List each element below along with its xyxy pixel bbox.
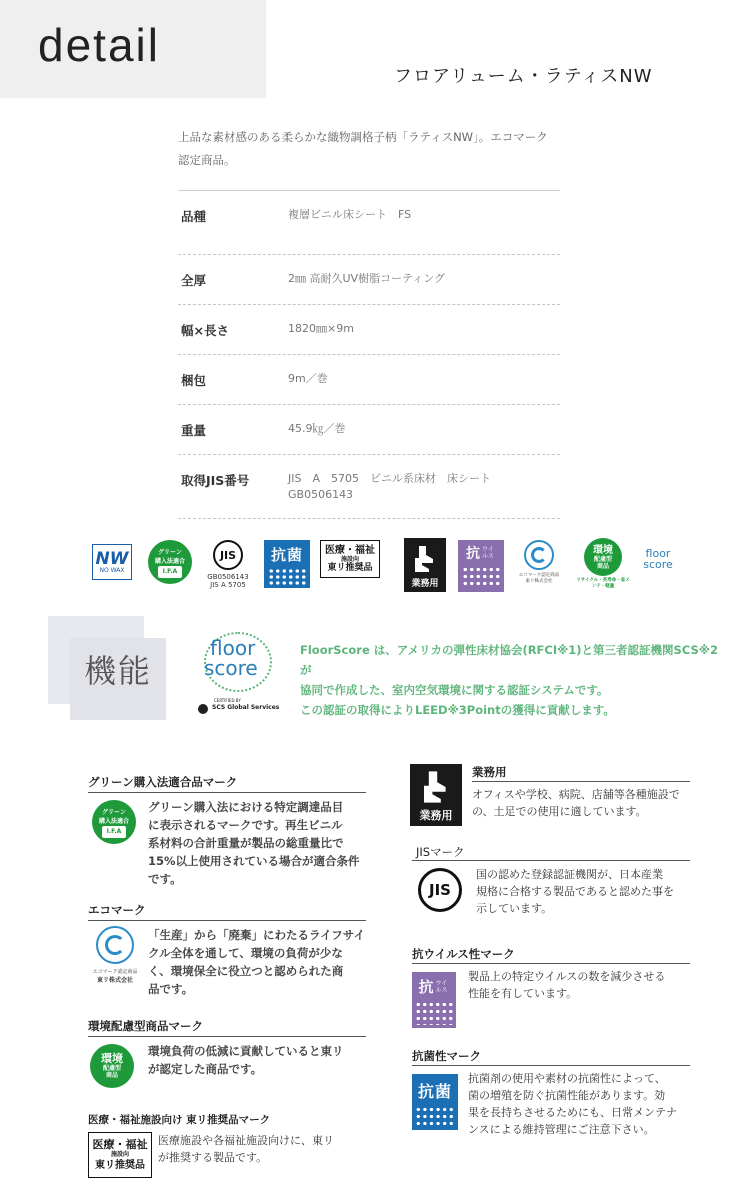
eco-section-body: [148, 926, 368, 998]
body-line: 系材料の合計重量が製品の総重量比で: [148, 836, 344, 850]
boots-icon: [418, 769, 454, 805]
commercial-use-icon: [404, 538, 446, 592]
green-label-top: グリーン: [158, 548, 182, 556]
spec-value-line-2: GB0506143: [288, 488, 354, 501]
env-circle: [584, 538, 622, 576]
spec-value-line-1: JIS A 5705 ビニル系床材 床シート: [288, 472, 491, 485]
env-section-body: [148, 1042, 368, 1078]
jis-number-1: GB0506143: [207, 573, 249, 581]
env-line-2: 配慮型: [102, 1065, 121, 1072]
virus-section-rule: [412, 963, 690, 964]
jis-section-rule: [412, 860, 690, 861]
eco-friendly-icon: [572, 538, 634, 598]
body-line: 示しています。: [476, 902, 553, 915]
iryo-line-1: 医療・福祉: [325, 544, 375, 556]
nw-glyph: NW: [95, 548, 129, 569]
floorscore-word-1: floor: [645, 547, 671, 560]
body-line: に表示されるマークです。再生ビニル: [148, 818, 343, 832]
spec-value: 1820㎜×9m: [288, 322, 354, 335]
body-line: 医療施設や各福祉施設向けに、東リ: [158, 1134, 334, 1147]
iryo-line-3: 東リ推奨品: [327, 562, 373, 573]
iryo-line-2: 施設向: [340, 555, 359, 563]
spec-value: 9m／巻: [288, 372, 328, 385]
floorscore-word-score: score: [204, 656, 258, 680]
body-line: 品です。: [148, 982, 194, 996]
product-intro: [178, 126, 570, 172]
eco-circle: [524, 540, 554, 570]
iryo-line-3: 東リ推奨品: [95, 1159, 145, 1171]
spec-value: 複層ビニル床シート FS: [288, 208, 412, 221]
eco-section-rule: [88, 920, 366, 921]
fs-desc-line-2: 協同で作成した、室内空気環境に関する認証システムです。: [300, 683, 609, 697]
body-line: の、土足での使用に適しています。: [472, 805, 647, 818]
env-line-2: 配慮型: [593, 555, 612, 563]
fs-desc-line-1: FloorScore は、アメリカの弾性床材協会(RFCI※1)と第三者認証機関SCS※2が: [300, 643, 718, 677]
page-title: detail: [38, 19, 160, 71]
kokin-section-body: [468, 1070, 694, 1138]
spec-value: 45.9㎏／巻: [288, 422, 346, 435]
gyomu-section-title: 業務用: [472, 765, 507, 779]
boots-icon: [410, 544, 440, 574]
eco-mark-icon: [514, 540, 564, 596]
fs-desc-line-3: この認証の取得によりLEED※3Pointの獲得に貢献します。: [300, 703, 615, 717]
eco-mark-icon: [90, 926, 140, 996]
earth-icon: [531, 547, 547, 563]
kokin-label: 抗菌: [270, 546, 303, 564]
floorscore-small-icon: [638, 542, 678, 576]
iryo-section-title: 医療・福祉施設向け 東リ推奨品マーク: [88, 1114, 271, 1126]
kokin-label: 抗菌: [417, 1082, 452, 1101]
spec-label: 全厚: [181, 273, 207, 288]
spec-label: 品種: [181, 209, 207, 224]
spec-row-packing: [178, 355, 560, 405]
antibacterial-icon: [264, 540, 310, 588]
medical-welfare-icon: [320, 540, 380, 578]
body-line: 規格に合格する製品であると認めた事を: [476, 885, 674, 898]
body-line: オフィスや学校、病院、店舗等各種施設で: [472, 788, 680, 801]
green-label-top: グリーン: [102, 808, 126, 816]
antivirus-main: 抗: [418, 978, 434, 996]
body-line: 抗菌剤の使用や素材の抗菌性によって、: [468, 1072, 666, 1085]
jis-number-2: JIS A 5705: [210, 581, 246, 589]
green-purchase-icon: [148, 540, 192, 584]
floorscore-word-floor: floor: [210, 636, 256, 660]
spec-row-jis: [178, 455, 560, 519]
function-heading: 機能: [83, 652, 152, 690]
body-line: く、環境保全に役立つと認められた商: [148, 964, 344, 978]
intro-line-2: 認定商品。: [178, 153, 236, 167]
jis-section-title: JISマーク: [416, 845, 465, 859]
iryo-line-1: 医療・福祉: [92, 1137, 148, 1151]
body-line: グリーン購入法における特定調達品目: [148, 800, 344, 814]
green-section-body: [148, 798, 368, 888]
body-line: 15%以上使用されている場合が適合条件: [148, 854, 360, 868]
env-section-rule: [88, 1036, 366, 1037]
jis-section-body: [476, 866, 696, 917]
nowax-label: NO WAX: [99, 566, 125, 574]
eco-caption-1: エコマーク認定商品: [92, 969, 138, 975]
antibacterial-icon: [412, 1074, 458, 1130]
eco-caption-1: エコマーク認定商品: [518, 573, 560, 578]
spec-row-weight: [178, 405, 560, 455]
dot-pattern: [415, 1001, 453, 1025]
eco-caption-2: 東リ株式会社: [96, 977, 133, 984]
eco-friendly-icon: [90, 1044, 134, 1088]
env-section-title: 環境配慮型商品マーク: [88, 1019, 203, 1033]
scs-icon: [198, 704, 208, 714]
body-line: 果を長持ちさせるためにも、日常メンテナ: [468, 1106, 677, 1119]
gyomu-section-body: [472, 786, 698, 820]
jis-circle: JIS: [213, 540, 243, 570]
certification-icon-row: [88, 538, 678, 600]
spec-row-thickness: [178, 255, 560, 305]
dot-pattern: [268, 568, 306, 586]
commercial-use-icon: [410, 764, 462, 826]
dot-pattern: [415, 1106, 455, 1128]
gyomu-label: 業務用: [411, 579, 439, 589]
medical-welfare-icon: [88, 1132, 152, 1178]
jis-icon: [204, 538, 252, 600]
earth-icon: [105, 935, 125, 955]
spec-label: 梱包: [181, 373, 207, 388]
iryo-line-2: 施設向: [110, 1150, 129, 1158]
spec-value: [288, 471, 491, 503]
green-purchase-icon: [92, 800, 136, 844]
floorscore-description: [300, 640, 720, 720]
virus-section-title: 抗ウイルス性マーク: [412, 947, 515, 961]
env-line-3: 商品: [596, 562, 609, 570]
body-line: が推奨する製品です。: [158, 1151, 268, 1164]
body-line: 環境負荷の低減に貢献していると東リ: [148, 1044, 344, 1058]
floorscore-logo: [198, 626, 284, 716]
jis-icon: JIS: [418, 868, 462, 912]
env-caption: リサイクル・長寿命・省メンテ・軽量: [576, 578, 630, 589]
green-label-mid: 購入法適合: [154, 557, 185, 565]
gyomu-section-rule: [472, 781, 690, 782]
body-line: ンスによる維持管理にご注意下さい。: [468, 1123, 655, 1136]
antivirus-sub: ウイ ルス: [435, 979, 448, 994]
green-section-rule: [88, 792, 366, 793]
body-line: が認定した商品です。: [148, 1062, 263, 1076]
floorscore-scs: SCS Global Services: [212, 704, 280, 711]
kokin-section-title: 抗菌性マーク: [412, 1049, 481, 1063]
kokin-section-rule: [412, 1065, 690, 1066]
floorscore-certified: CERTIFIED BY: [214, 698, 241, 703]
eco-caption-2: 東リ株式会社: [525, 579, 553, 584]
nowax-icon: [92, 544, 132, 580]
green-label-bottom: I.F.A: [158, 566, 182, 578]
gyomu-label: 業務用: [419, 809, 453, 822]
spec-label: 取得JIS番号: [181, 473, 250, 488]
env-line-3: 商品: [105, 1072, 118, 1079]
body-line: 性能を有しています。: [468, 987, 578, 1000]
green-label-mid: 購入法適合: [98, 817, 129, 825]
dot-pattern: [462, 566, 500, 588]
spec-row-size: [178, 305, 560, 355]
eco-section-title: エコマーク: [88, 903, 146, 917]
product-name: フロアリューム・ラティスNW: [394, 66, 653, 87]
antivirus-label: [418, 976, 449, 997]
spec-label: 重量: [181, 423, 207, 438]
body-line: 国の認めた登録認証機関が、日本産業: [476, 868, 663, 881]
virus-section-body: [468, 968, 694, 1002]
body-line: 菌の増殖を防ぐ抗菌性能があります。効: [468, 1089, 666, 1102]
floorscore-word-2: score: [643, 558, 673, 571]
antivirus-icon: [458, 540, 504, 592]
green-label-bottom: I.F.A: [102, 826, 126, 838]
iryo-section-body: [158, 1132, 358, 1166]
antivirus-sub: ウイ ルス: [482, 546, 494, 560]
green-section-title: グリーン購入法適合品マーク: [88, 775, 238, 789]
body-line: 「生産」から「廃棄」にわたるライフサイ: [148, 928, 366, 942]
spec-label: 幅×長さ: [181, 323, 229, 338]
antivirus-main: 抗: [466, 546, 480, 562]
env-line-1: 環境: [593, 544, 613, 556]
spec-row-type: [178, 191, 560, 255]
intro-line-1: 上品な素材感のある柔らかな織物調格子柄「ラティスNW」。エコマーク: [178, 130, 548, 144]
antivirus-icon: [412, 972, 456, 1028]
body-line: 製品上の特定ウイルスの数を減少させる: [468, 970, 666, 983]
env-line-1: 環境: [101, 1052, 123, 1065]
antivirus-label: [466, 543, 496, 563]
eco-circle: [96, 926, 134, 964]
spec-value: 2㎜ 高耐久UV樹脂コーティング: [288, 272, 445, 285]
body-line: です。: [148, 872, 182, 886]
body-line: クル全体を通して、環境の負荷が少な: [148, 946, 343, 960]
